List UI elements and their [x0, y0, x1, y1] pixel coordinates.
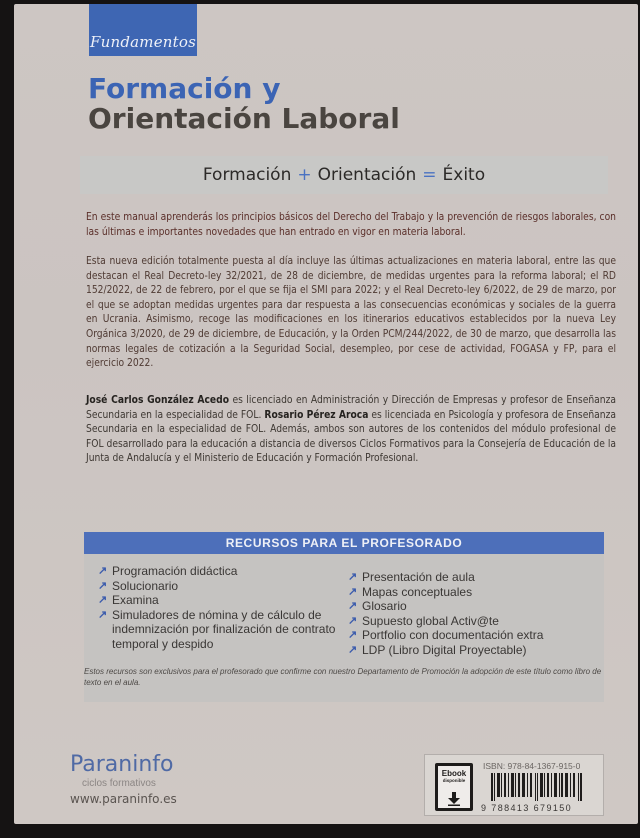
resource-label: LDP (Libro Digital Proyectable): [362, 642, 527, 657]
resource-label: Solucionario: [112, 578, 179, 593]
isbn-text: ISBN: 978-84-1367-915-0: [483, 761, 581, 771]
author-name-2: Rosario Pérez Aroca: [264, 409, 369, 421]
resource-item: [348, 599, 598, 614]
resource-item: [98, 579, 338, 594]
resource-item: [348, 585, 598, 600]
arrow-up-right-icon: ↗: [348, 643, 358, 656]
arrow-up-right-icon: ↗: [348, 629, 358, 642]
arrow-up-right-icon: ↗: [98, 608, 108, 621]
resource-label: Supuesto global Activ@te: [362, 613, 499, 628]
download-icon: [448, 792, 460, 806]
isbn-box: [424, 754, 604, 816]
tagline-part-2: Orientación: [317, 165, 417, 185]
arrow-up-right-icon: ↗: [98, 565, 108, 577]
publisher-subtitle: ciclos formativos: [82, 778, 156, 789]
author-bio-2: es licenciada en Psicología y profesora de Enseñanza Secundaria en la especialidad de FOL. Además, ambos son autores de los contenidos del módulo profesional de FOL desarrollado para la educación a distancia de diversos Ciclos Formativos para la Consejería de Educación de la Junta de Andalucía y el Ministerio de Educación y Formación Profesional.: [86, 409, 616, 465]
title-line-2: Orientación Laboral: [88, 102, 400, 135]
arrow-up-right-icon: ↗: [98, 579, 108, 592]
resource-item: [348, 614, 598, 629]
book-title: [88, 74, 400, 134]
arrow-up-right-icon: ↗: [348, 614, 358, 627]
resources-list-right: [348, 570, 598, 658]
resource-item: [348, 628, 598, 643]
ebook-sub: disponible: [442, 778, 466, 783]
publisher-logo: [70, 752, 177, 806]
tagline-part-1: Formación: [202, 165, 292, 185]
equals-icon: =: [422, 165, 437, 185]
arrow-up-right-icon: ↗: [348, 585, 358, 598]
resources-list-left: [98, 564, 338, 652]
intro-paragraph: En este manual aprenderás los principios básicos del Derecho del Trabajo y la prevención de riesgos laborales, con las últimas e importantes novedades que han entrado en vigor en materia laboral.: [86, 212, 616, 238]
ebook-available-badge: [435, 763, 473, 811]
book-back-cover: [14, 4, 638, 824]
publisher-url: www.paraninfo.es: [70, 792, 177, 806]
arrow-up-right-icon: ↗: [98, 594, 108, 607]
series-label: Fundamentos: [90, 33, 196, 51]
series-badge: [89, 4, 197, 56]
plus-icon: +: [297, 165, 312, 185]
resource-item: [98, 593, 338, 608]
resource-item: [98, 564, 338, 579]
resources-header: RECURSOS PARA EL PROFESORADO: [84, 532, 604, 554]
title-line-1: Formación y: [88, 72, 281, 105]
resource-label: Programación didáctica: [112, 564, 238, 578]
arrow-up-right-icon: ↗: [348, 571, 358, 583]
resource-label: Presentación de aula: [362, 570, 475, 584]
barcode-icon: [491, 773, 583, 801]
author-name-1: José Carlos González Acedo: [86, 395, 230, 406]
arrow-up-right-icon: ↗: [348, 600, 358, 613]
resource-item: [98, 608, 338, 652]
resource-label: Mapas conceptuales: [362, 584, 473, 599]
edition-paragraph: Esta nueva edición totalmente puesta al día incluye las últimas actualizaciones en materia laboral, entre las que destacan el Real Decreto-ley 32/2021, de 28 de diciembre, de medidas urgentes para la reforma laboral; el RD 152/2022, de 22 de febrero, por el que se fija el SMI para 2022; y el Real Decreto-ley 6/2022, de 29 de marzo, por el que se adoptan medidas urgentes para dar respuesta a las consecuencias económicas y sociales de la guerra en Ucrania. Asimismo, recoge las modificaciones en los itinerarios educativos establecidos por la nueva Ley Orgánica 3/2020, de 29 de diciembre, de Educación, y la Orden PCM/244/2022, de 30 de marzo, que desarrolla las normas legales de cotización a la Seguridad Social, desempleo, por cese de actividad, FOGASA y FP, para el ejercicio 2022.: [86, 256, 616, 370]
resource-item: [348, 570, 598, 585]
resource-label: Examina: [112, 593, 159, 608]
authors-paragraph: [86, 394, 616, 467]
tagline-part-3: Éxito: [442, 165, 486, 185]
resource-label: Simuladores de nómina y de cálculo de indemnización por finalización de contrato temporal y despido: [112, 607, 336, 651]
resource-label: Portfolio con documentación extra: [362, 628, 544, 643]
resource-label: Glosario: [362, 599, 407, 614]
ebook-label: Ebook: [441, 769, 467, 778]
resources-note: Estos recursos son exclusivos para el profesorado que confirme con nuestro Departamento de Promoción la adopción de este título como libro de texto en el aula.: [84, 667, 602, 687]
teacher-resources-box: [84, 532, 604, 702]
tagline-band: [80, 156, 608, 194]
publisher-name: Paraninfo: [70, 752, 174, 777]
resource-item: [348, 643, 598, 658]
author-bio-1: es licenciado en Administración y Dirección de Empresas y profesor de Enseñanza Secundaria en la especialidad de FOL.: [86, 395, 616, 421]
barcode-number: 9 788413 679150: [481, 803, 573, 813]
